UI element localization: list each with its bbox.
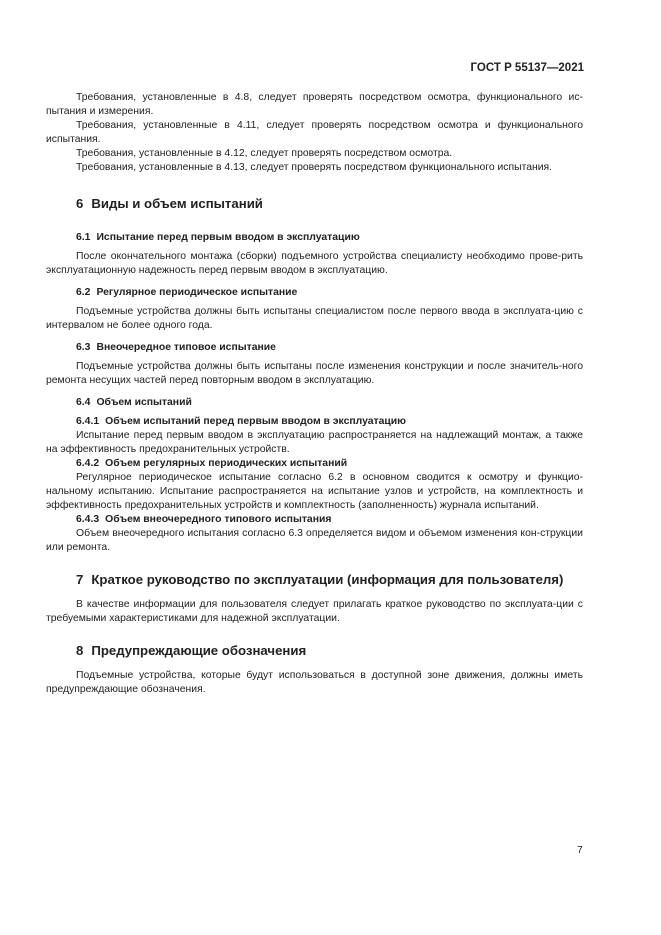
section-number: 6.2 <box>76 287 91 298</box>
section-number: 8 <box>76 643 84 658</box>
section-6-4-3-heading <box>46 513 583 527</box>
standard-header: ГОСТ Р 55137—2021 <box>470 62 584 74</box>
section-6-heading <box>46 196 583 212</box>
section-7-text: В качестве информации для пользователя следует прилагать краткое руководство по эксплуата-ции с требуемыми характеристиками для надежной эксплуатации. <box>46 599 583 624</box>
section-6-3-heading <box>46 341 583 355</box>
section-6-4-1-text: Испытание перед первым вводом в эксплуатацию распространяется на надлежащий монтаж, а также на эффективность предохранительных устройств. <box>46 430 583 455</box>
section-title: Объем регулярных периодических испытаний <box>105 458 348 469</box>
section-title: Объем испытаний <box>96 397 192 408</box>
section-7-heading <box>46 572 583 588</box>
section-6-1-heading <box>46 231 583 245</box>
section-number: 6.4.2 <box>76 458 100 469</box>
section-title: Внеочередное типовое испытание <box>96 342 276 353</box>
section-6-3-text: Подъемные устройства должны быть испытаны после изменения конструкции и после значитель-ного ремонта несущих частей перед повторным вводом в эксплуатацию. <box>46 361 583 386</box>
section-number: 7 <box>76 572 84 587</box>
intro-paragraph-1: Требования, установленные в 4.8, следует проверять посредством осмотра, функционального ис-пытания и измерения. <box>46 92 583 117</box>
section-6-4-3-text: Объем внеочередного испытания согласно 6.3 определяется видом и объемом изменения кон-струкции или ремонта. <box>46 528 583 553</box>
section-number: 6 <box>76 196 84 211</box>
page-number: 7 <box>577 845 583 856</box>
section-6-1-text: После окончательного монтажа (сборки) подъемного устройства специалисту необходимо прове-рить эксплуатационную надежность перед первым вводом в эксплуатацию. <box>46 251 583 276</box>
section-title: Предупреждающие обозначения <box>91 643 307 658</box>
section-title: Испытание перед первым вводом в эксплуатацию <box>96 232 360 243</box>
section-8-text: Подъемные устройства, которые будут использоваться в доступной зоне движения, должны иметь предупреждающие обозначения. <box>46 670 583 695</box>
section-6-4-1-heading <box>46 415 583 429</box>
section-number: 6.4.3 <box>76 514 100 525</box>
section-6-4-2-text: Регулярное периодическое испытание согласно 6.2 в основном сводится к осмотру и функцио-нальному испытанию. Испытание распространяется на испытание узлов и устройств, на комплектность и эффективность предохранительных устройств и комплектность (заполненность) журнала испытаний. <box>46 472 583 511</box>
section-8-heading <box>46 643 583 659</box>
section-title: Объем испытаний перед первым вводом в эксплуатацию <box>105 416 407 427</box>
page-content <box>46 91 583 697</box>
section-title: Виды и объем испытаний <box>91 196 263 211</box>
section-number: 6.4.1 <box>76 416 100 427</box>
section-number: 6.3 <box>76 342 91 353</box>
intro-paragraph-2: Требования, установленные в 4.11, следует проверять посредством осмотра и функционального испытания. <box>46 120 583 145</box>
section-number: 6.4 <box>76 397 91 408</box>
intro-paragraph-4: Требования, установленные в 4.13, следует проверять посредством функционального испытания. <box>76 162 553 173</box>
section-6-2-text: Подъемные устройства должны быть испытаны специалистом после первого ввода в эксплуата-цию с интервалом не более одного года. <box>46 306 583 331</box>
section-title: Краткое руководство по эксплуатации (информация для пользователя) <box>91 572 564 587</box>
section-6-2-heading <box>46 286 583 300</box>
section-number: 6.1 <box>76 232 91 243</box>
section-title: Регулярное периодическое испытание <box>96 287 298 298</box>
section-title: Объем внеочередного типового испытания <box>105 514 332 525</box>
section-6-4-2-heading <box>46 457 583 471</box>
section-6-4-heading <box>46 396 583 410</box>
intro-paragraph-3: Требования, установленные в 4.12, следует проверять посредством осмотра. <box>76 148 453 159</box>
